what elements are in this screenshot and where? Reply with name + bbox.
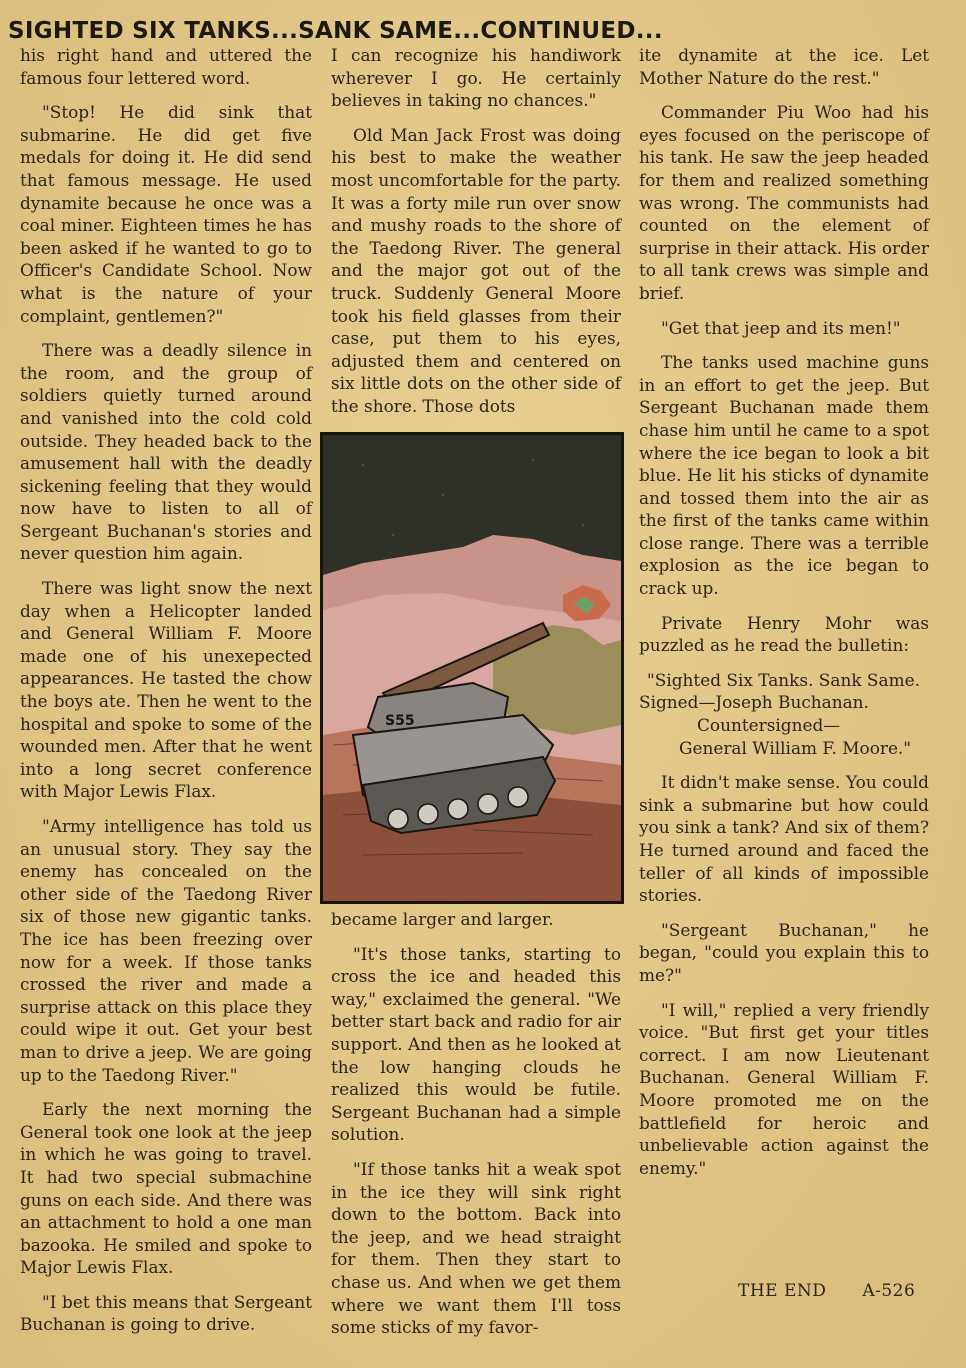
paragraph: "It's those tanks, starting to cross the ice and headed this way," exclaimed the general. "We better start back and radio for air support. And then as he looked at the low hanging clouds he realized this would be futile. Sergeant Buchanan had a simple solution.: [331, 943, 621, 1145]
paragraph: Private Henry Mohr was puzzled as he read the bulletin:: [639, 612, 929, 656]
paragraph: "I bet this means that Sergeant Buchanan is going to drive.: [20, 1291, 312, 1335]
bulletin-line: Countersigned—: [697, 715, 841, 736]
paragraph: Early the next morning the General took one look at the jeep in which he was going to travel. It had two special submachine guns on each side. And there was an attachment to hold a one man bazooka. He smiled and spoke to Major Lewis Flax.: [20, 1099, 312, 1278]
tank-illustration: [320, 432, 624, 904]
paragraph: The tanks used machine guns in an effort to get the jeep. But Sergeant Buchanan made them chase him until he came to a spot where the ice began to look a bit blue. He lit his sticks of dynamite and tossed them into the air as the first of the tanks came within close range. There was a terrible explosion as the ice began to crack up.: [639, 352, 929, 599]
tank-scene-drawing: [323, 435, 621, 901]
paragraph: There was light snow the next day when a Helicopter landed and General William F. Moore made one of his unexepected appearances. He tasted the chow the boys ate. Then he went to the hospital and spoke to some of the wounded men. After that he went into a long secret conference with Major Lewis Flax.: [20, 578, 312, 802]
tank-marking: S55: [385, 713, 415, 729]
paragraph: Commander Piu Woo had his eyes focused on the periscope of his tank. He saw the jeep headed for them and realized something was wrong. The communists had counted on the element of surprise in their attack. His order to all tank crews was simple and brief.: [639, 102, 929, 303]
paragraph: There was a deadly silence in the room, and the group of soldiers quietly turned around and vanished into the cold cold outside. They headed back to the amusement hall with the deadly sickening feeling that they would now have to listen to all of Sergeant Buchanan's stories and never question him again.: [20, 340, 312, 564]
text-column-2-bottom: [331, 908, 621, 1351]
paragraph: "Army intelligence has told us an unusual story. They say the enemy has concealed on the other side of the Taedong River six of those new gigantic tanks. The ice has been freezing over now for a week. If those tanks crossed the river and made a surprise attack on this place they could wipe it out. Get your best man to drive a jeep. We are going up to the Taedong River.": [20, 816, 312, 1085]
paragraph: "Sergeant Buchanan," he began, "could you explain this to me?": [639, 919, 929, 985]
paragraph: It didn't make sense. You could sink a submarine but how could you sink a tank? And six of them? He turned around and faced the teller of all kinds of impossible stories.: [639, 772, 929, 906]
paragraph: his right hand and uttered the famous four lettered word.: [20, 45, 312, 88]
text-column-3: [639, 44, 929, 1191]
bulletin-line: Signed—Joseph Buchanan.: [639, 692, 869, 713]
text-column-2-top: [331, 44, 621, 430]
bulletin-line: General William F. Moore.": [679, 737, 912, 758]
paragraph: I can recognize his handiwork wherever I go. He certainly believes in taking no chances.": [331, 45, 621, 111]
paragraph: "Stop! He did sink that submarine. He did get five medals for doing it. He did send that famous message. He used dynamite because he once was a coal miner. Eighteen times he has been asked if he wanted to go to Officer's Candidate School. Now what is the nature of your complaint, gentlemen?": [20, 102, 312, 326]
story-footer: [738, 1281, 945, 1301]
paragraph: Old Man Jack Frost was doing his best to make the weather most uncomfortable for the party. It was a forty mile run over snow and mushy roads to the shore of the Taedong River. The general and the major got out of the truck. Suddenly General Moore took his field glasses from their case, put them to his eyes, adjusted them and centered on six little dots on the other side of the shore. Those dots: [331, 124, 621, 416]
paragraph: "Get that jeep and its men!": [661, 317, 901, 338]
story-code: A-526: [862, 1281, 916, 1301]
paragraph: "If those tanks hit a weak spot in the ice they will sink right down to the bottom. Back into the jeep, and we head straight for them. Then they start to chase us. And when we get them where we want them I'll toss some sticks of my favor-: [331, 1158, 621, 1338]
paragraph: ite dynamite at the ice. Let Mother Nature do the rest.": [639, 45, 929, 88]
paragraph: "I will," replied a very friendly voice. "But first get your titles correct. I am now Lieutenant Buchanan. General William F. Moore promoted me on the battlefield for heroic and unbelievable action against the enemy.": [639, 999, 929, 1178]
text-column-1: [20, 44, 312, 1348]
bulletin-line: "Sighted Six Tanks. Sank Same.: [647, 669, 920, 690]
paragraph: became larger and larger.: [331, 909, 554, 929]
story-headline: SIGHTED SIX TANKS...SANK SAME...CONTINUED...: [8, 18, 663, 44]
the-end-label: THE END: [738, 1281, 827, 1301]
bulletin-text: [639, 669, 929, 759]
